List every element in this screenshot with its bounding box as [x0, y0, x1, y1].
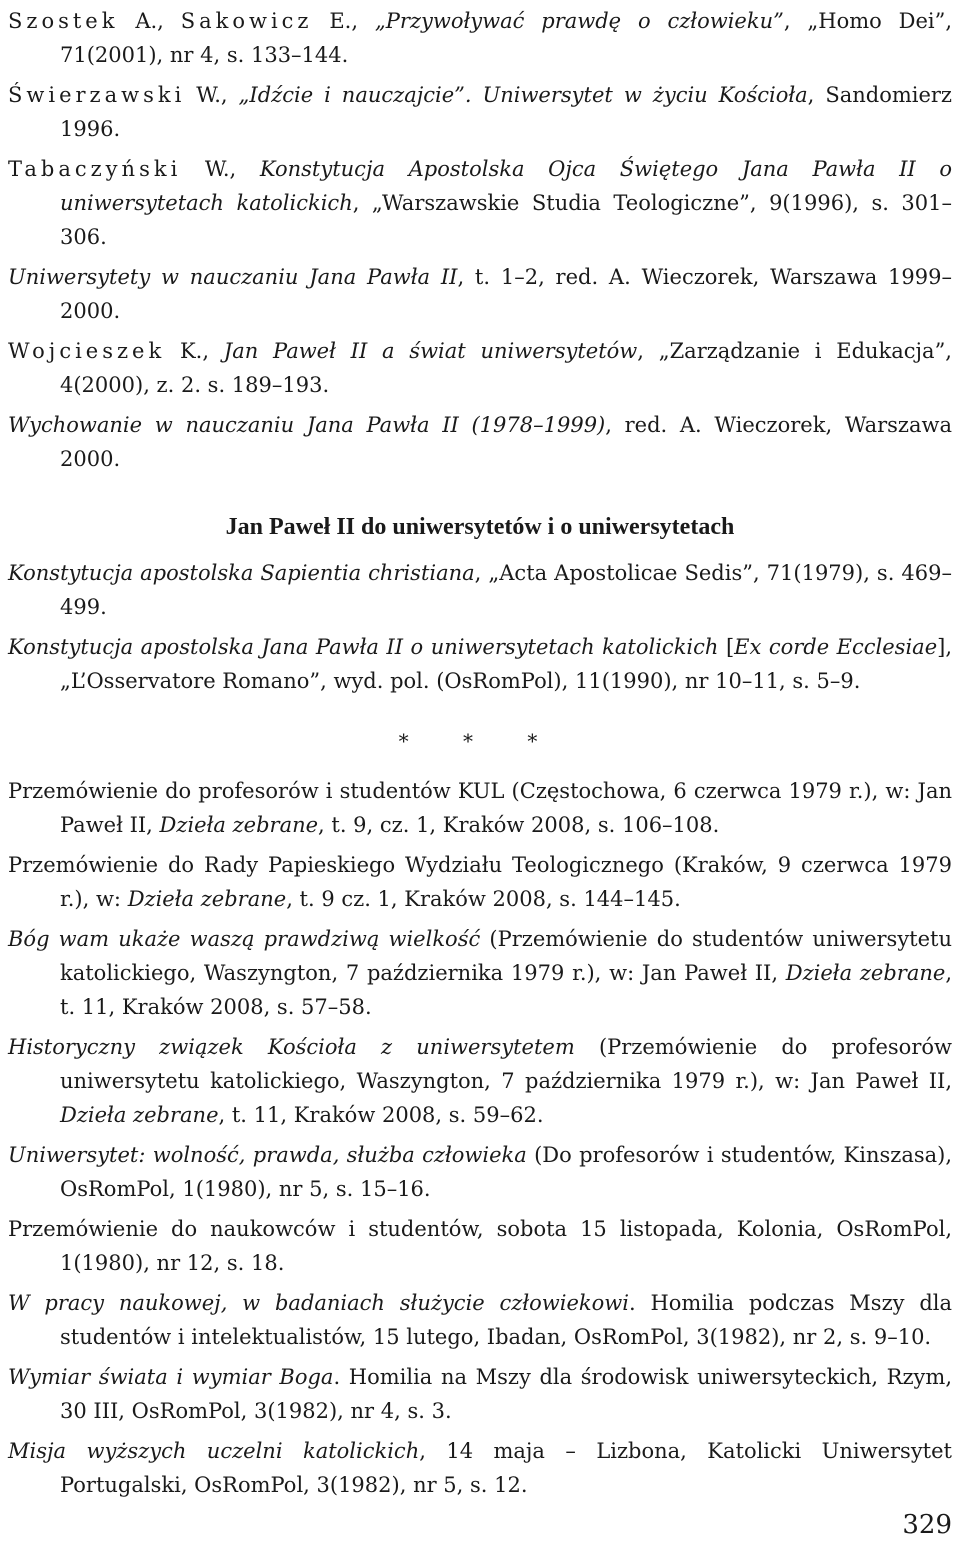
bibliography-list-top — [8, 4, 952, 476]
entry-text: Tabaczyński — [8, 157, 182, 181]
entry-text: „Przywoływać prawdę o człowieku” — [374, 9, 784, 33]
bibliography — [8, 4, 952, 1508]
entry-text: „Idźcie i nauczajcie” — [238, 83, 465, 107]
entry-text: Uniwersytety w nauczaniu Jana Pawła II — [8, 265, 458, 289]
entry-text: . Uniwersytet w życiu Kościoła — [464, 83, 808, 107]
bibliography-entry — [8, 1286, 952, 1354]
entry-text: Konstytucja apostolska Jana Pawła II o uniwersytetach katolickich — [8, 635, 719, 659]
entry-text: Dzieła zebrane — [60, 1103, 219, 1127]
entry-text: Świerzawski — [8, 83, 186, 107]
bibliography-entry — [8, 774, 952, 842]
entry-text: Dzieła zebrane — [785, 961, 946, 985]
bibliography-entry — [8, 408, 952, 476]
bibliography-entry — [8, 1434, 952, 1502]
bibliography-entry — [8, 556, 952, 624]
bibliography-entry — [8, 334, 952, 402]
entry-text: (Przemówienie do studentów uniwersytetu katolickiego, Waszyngton, 7 października 1979 r.), w: Jan Paweł II, — [60, 927, 953, 985]
bibliography-entry — [8, 1138, 952, 1206]
entry-text: Wychowanie w nauczaniu Jana Pawła II (1978–1999) — [8, 413, 606, 437]
entry-text: , „Acta Apostolicae Sedis”, 71(1979), s. 469–499. — [60, 561, 952, 619]
bibliography-entry — [8, 922, 952, 1024]
bibliography-entry — [8, 848, 952, 916]
entry-text: Szostek — [8, 9, 119, 33]
section-separator: * * * — [398, 729, 562, 753]
entry-text: (Do profesorów i studentów, Kinszasa), OsRomPol, 1(1980), nr 5, s. 15–16. — [60, 1143, 953, 1201]
entry-text: Historyczny związek Kościoła z uniwersytetem — [8, 1035, 575, 1059]
entry-text: Dzieła zebrane — [159, 813, 319, 837]
entry-text: , „Zarządzanie i Edukacja”, 4(2000), z. 2. s. 189–193. — [60, 339, 952, 397]
entry-text: Przemówienie do naukowców i studentów, sobota 15 listopada, Kolonia, OsRomPol, 1(1980), nr 12, s. 18. — [8, 1217, 952, 1275]
bibliography-entry — [8, 152, 952, 254]
entry-text: E., — [312, 9, 375, 33]
entry-text: ], „L’Osservatore Romano”, wyd. pol. (OsRomPol), 11(1990), nr 10–11, s. 5–9. — [60, 635, 952, 693]
bibliography-entry — [8, 1030, 952, 1132]
entry-text: Sakowicz — [180, 9, 313, 33]
entry-text: . Homilia podczas Mszy dla studentów i intelektualistów, 15 lutego, Ibadan, OsRomPol, 3(1982), nr 2, s. 9–10. — [60, 1291, 952, 1349]
entry-text: , 14 maja – Lizbona, Katolicki Uniwersytet Portugalski, OsRomPol, 3(1982), nr 5, s. 12. — [60, 1439, 952, 1497]
entry-text: Konstytucja Apostolska Ojca Świętego Jana Pawła II o uniwersytetach katolickich — [60, 157, 952, 215]
section-heading: Jan Paweł II do uniwersytetów i o uniwersytetach — [225, 514, 735, 540]
bibliography-entry — [8, 630, 952, 698]
entry-text: K., — [165, 339, 224, 363]
entry-text: W pracy naukowej, w badaniach służycie człowiekowi — [8, 1291, 629, 1315]
entry-text: , red. A. Wieczorek, Warszawa 2000. — [60, 413, 952, 471]
entry-text: W., — [181, 157, 260, 181]
entry-text: , t. 9 cz. 1, Kraków 2008, s. 144–145. — [286, 887, 681, 911]
entry-text: W., — [185, 83, 239, 107]
bibliography-entry — [8, 1212, 952, 1280]
bibliography-list-bottom — [8, 774, 952, 1502]
entry-text: , t. 9, cz. 1, Kraków 2008, s. 106–108. — [318, 813, 720, 837]
entry-text: Bóg wam ukaże waszą prawdziwą wielkość — [8, 927, 481, 951]
bibliography-entry — [8, 78, 952, 146]
entry-text: Jan Paweł II a świat uniwersytetów — [223, 339, 638, 363]
bibliography-entry — [8, 4, 952, 72]
entry-text: , t. 1–2, red. A. Wieczorek, Warszawa 1999–2000. — [60, 265, 952, 323]
bibliography-list-section — [8, 556, 952, 698]
entry-text: Wymiar świata i wymiar Boga — [8, 1365, 334, 1389]
entry-text: , „Homo Dei”, 71(2001), nr 4, s. 133–144. — [60, 9, 953, 67]
entry-text: Przemówienie do profesorów i studentów KUL (Częstochowa, 6 czerwca 1979 r.), w: Jan Paweł II, — [8, 779, 952, 837]
entry-text: Misja wyższych uczelni katolickich — [8, 1439, 420, 1463]
entry-text: Ex corde Ecclesiae — [734, 635, 938, 659]
page-number: 329 — [902, 1510, 952, 1540]
entry-text: (Przemówienie do profesorów uniwersytetu katolickiego, Waszyngton, 7 października 1979 r.), w: Jan Paweł II, — [60, 1035, 952, 1093]
entry-text: . Homilia na Mszy dla środowisk uniwersyteckich, Rzym, 30 III, OsRomPol, 3(1982), nr 4, s. 3. — [60, 1365, 952, 1423]
entry-text: Konstytucja apostolska Sapientia christiana — [8, 561, 475, 585]
bibliography-entry — [8, 260, 952, 328]
entry-text: Dzieła zebrane — [127, 887, 287, 911]
bibliography-entry — [8, 1360, 952, 1428]
entry-text: Przemówienie do Rady Papieskiego Wydziału Teologicznego (Kraków, 9 czerwca 1979 r.), w: — [8, 853, 952, 911]
entry-text: , „Warszawskie Studia Teologiczne”, 9(1996), s. 301–306. — [60, 191, 952, 249]
entry-text: [ — [718, 635, 735, 659]
entry-text: , t. 11, Kraków 2008, s. 57–58. — [60, 961, 952, 1019]
entry-text: , Sandomierz 1996. — [60, 83, 952, 141]
entry-text: Uniwersytet: wolność, prawda, służba człowieka — [8, 1143, 527, 1167]
entry-text: A., — [118, 9, 181, 33]
entry-text: Wojcieszek — [8, 339, 166, 363]
entry-text: , t. 11, Kraków 2008, s. 59–62. — [218, 1103, 544, 1127]
